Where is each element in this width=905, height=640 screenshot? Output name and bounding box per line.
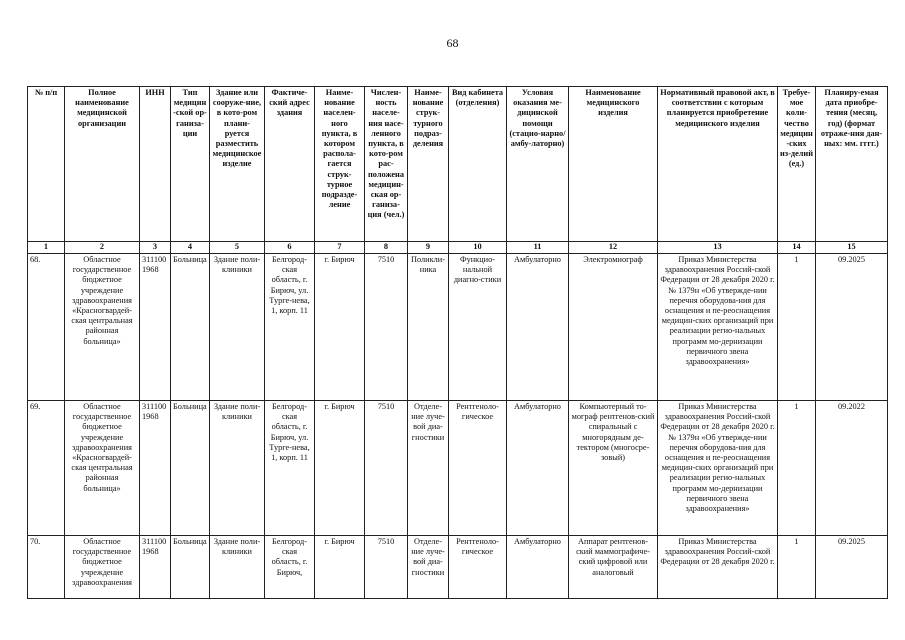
planned-date: 09.2022	[816, 401, 888, 536]
quantity: 1	[778, 254, 816, 401]
population: 7510	[365, 254, 408, 401]
quantity: 1	[778, 401, 816, 536]
legal-act: Приказ Министерства здравоохранения Россий-ской Федерации от 28 декабря 2020 г. № 1379н «Об утвержде-нии перечня оборудова-ния для оснащения и пе-реоснащения медицин-ских организаций при реализации регио-нальных программ мо-дернизации первичного звена здравоохранения»	[658, 254, 778, 401]
column-header: Нормативный правовой акт, в соответствии с которым планируется приобретение медицинского изделия	[658, 87, 778, 242]
device-name: Аппарат рентгенов-ский маммографиче-ский цифровой или аналоговый	[569, 536, 658, 599]
building: Здание поли-клиники	[210, 254, 265, 401]
locality: г. Бирюч	[315, 401, 365, 536]
column-number: 3	[140, 242, 171, 254]
column-header: Наименование медицинского изделия	[569, 87, 658, 242]
column-header: ИНН	[140, 87, 171, 242]
organization-type: Больница	[171, 401, 210, 536]
column-header: Условия оказания ме-дицинской помощи (стацио-нарно/амбу-латорно)	[507, 87, 569, 242]
inn: 3111001968	[140, 254, 171, 401]
column-number: 6	[265, 242, 315, 254]
column-header: Наиме-нование струк-турного подраз-деления	[408, 87, 449, 242]
column-number: 7	[315, 242, 365, 254]
column-header: Планиру-емая дата приобре-тения (месяц, год) (формат отраже-ния дан-ных: мм. гггг.)	[816, 87, 888, 242]
column-header: Числен-ность населе-ния насе-ленного пункта, в кото-ром рас-положена медицин-ская ор-ганиза-ция (чел.)	[365, 87, 408, 242]
building: Здание поли-клиники	[210, 536, 265, 599]
inn: 3111001968	[140, 536, 171, 599]
column-number: 4	[171, 242, 210, 254]
organization-name: Областное государственное бюджетное учреждение здравоохранения «Красногвардей-ская центральная районная больница»	[65, 254, 140, 401]
column-header: Здание или сооруже-ние, в кото-ром плани-руется разместить медицинское изделие	[210, 87, 265, 242]
row-number: 68.	[28, 254, 65, 401]
address: Белгород-ская область, г. Бирюч, ул. Турге-нева, 1, корп. 11	[265, 401, 315, 536]
organization-type: Больница	[171, 254, 210, 401]
column-header: Тип медицин-ской ор-ганиза-ции	[171, 87, 210, 242]
column-header: № п/п	[28, 87, 65, 242]
device-name: Электромиограф	[569, 254, 658, 401]
locality: г. Бирюч	[315, 536, 365, 599]
row-number: 69.	[28, 401, 65, 536]
division: Отделе-ние луче-вой диа-гностики	[408, 536, 449, 599]
column-number: 14	[778, 242, 816, 254]
column-number: 9	[408, 242, 449, 254]
table-row	[28, 401, 888, 536]
column-header: Вид кабинета (отделения)	[449, 87, 507, 242]
column-number: 1	[28, 242, 65, 254]
division: Поликли-ника	[408, 254, 449, 401]
cabinet-type: Функцио-нальной диагно-стики	[449, 254, 507, 401]
column-number-row	[28, 242, 888, 254]
planned-date: 09.2025	[816, 254, 888, 401]
table-header-row	[28, 87, 888, 242]
population: 7510	[365, 401, 408, 536]
care-conditions: Амбулаторно	[507, 401, 569, 536]
organization-name: Областное государственное бюджетное учреждение здравоохранения «Красногвардей-ская центральная районная больница»	[65, 401, 140, 536]
address: Белгород-ская область, г. Бирюч,	[265, 536, 315, 599]
organization-type: Больница	[171, 536, 210, 599]
organization-name: Областное государственное бюджетное учреждение здравоохранения	[65, 536, 140, 599]
column-number: 15	[816, 242, 888, 254]
column-number: 10	[449, 242, 507, 254]
column-header: Фактиче-ский адрес здания	[265, 87, 315, 242]
care-conditions: Амбулаторно	[507, 254, 569, 401]
population: 7510	[365, 536, 408, 599]
table-row	[28, 254, 888, 401]
care-conditions: Амбулаторно	[507, 536, 569, 599]
address: Белгород-ская область, г. Бирюч, ул. Турге-нева, 1, корп. 11	[265, 254, 315, 401]
column-number: 5	[210, 242, 265, 254]
column-number: 13	[658, 242, 778, 254]
row-number: 70.	[28, 536, 65, 599]
legal-act: Приказ Министерства здравоохранения Россий-ской Федерации от 28 декабря 2020 г.	[658, 536, 778, 599]
column-number: 11	[507, 242, 569, 254]
column-header: Требуе-мое коли-чество медицин-ских из-делий (ед.)	[778, 87, 816, 242]
locality: г. Бирюч	[315, 254, 365, 401]
medical-equipment-table	[27, 86, 888, 599]
cabinet-type: Рентгеноло-гическое	[449, 401, 507, 536]
device-name: Компьютерный то-мограф рентгенов-ский спиральный с многорядным де-тектором (многосре-зовый)	[569, 401, 658, 536]
column-number: 12	[569, 242, 658, 254]
building: Здание поли-клиники	[210, 401, 265, 536]
column-header: Наиме-нование населен-ного пункта, в котором распола-гается струк-турное подразде-ление	[315, 87, 365, 242]
inn: 3111001968	[140, 401, 171, 536]
division: Отделе-ние луче-вой диа-гностики	[408, 401, 449, 536]
legal-act: Приказ Министерства здравоохранения Россий-ской Федерации от 28 декабря 2020 г. № 1379н «Об утвержде-нии перечня оборудова-ния для оснащения и пе-реоснащения медицин-ских организаций при реализации регио-нальных программ мо-дернизации первичного звена здравоохранения»	[658, 401, 778, 536]
table-row	[28, 536, 888, 599]
cabinet-type: Рентгеноло-гическое	[449, 536, 507, 599]
quantity: 1	[778, 536, 816, 599]
page-number: 68	[446, 36, 459, 50]
column-header: Полное наименование медицинской организации	[65, 87, 140, 242]
planned-date: 09.2025	[816, 536, 888, 599]
column-number: 2	[65, 242, 140, 254]
column-number: 8	[365, 242, 408, 254]
